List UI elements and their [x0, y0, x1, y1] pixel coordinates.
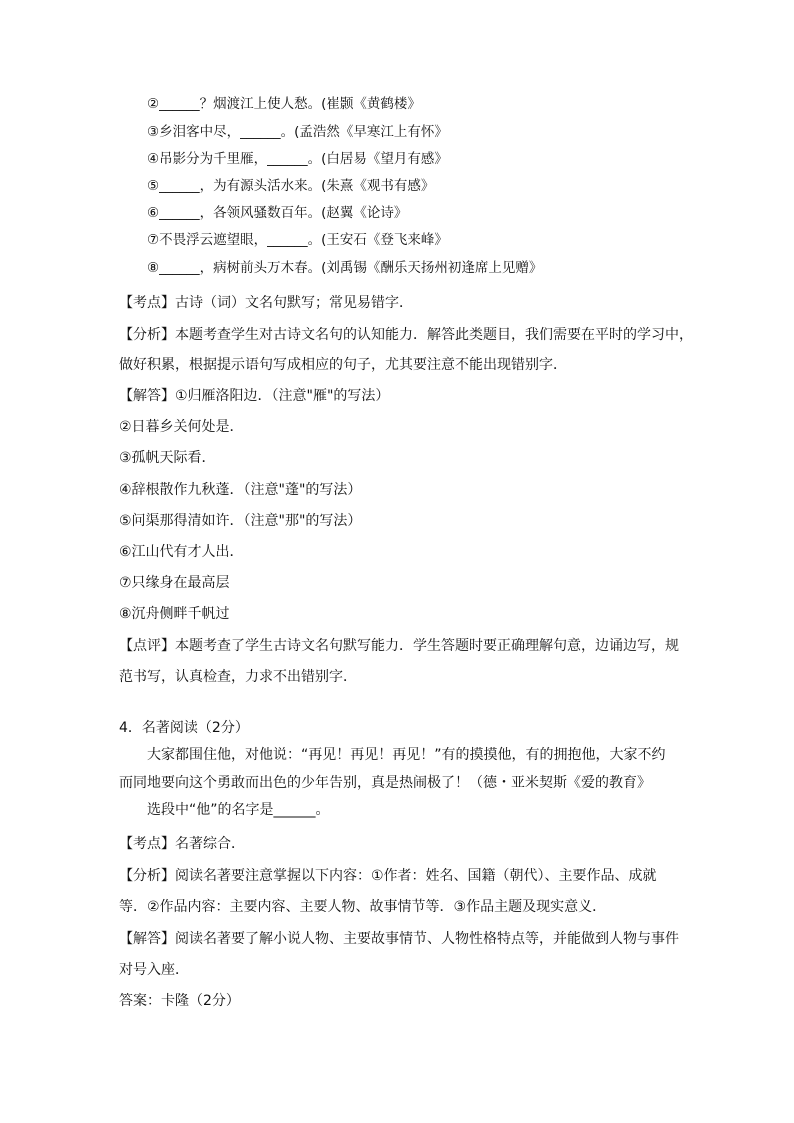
poem-item-7: ⑦不畏浮云遮望眼，______。(王安石《登飞来峰》: [147, 232, 448, 248]
q4-jieda-line-1: [119, 929, 679, 949]
q4-jieda-tag: 【解答】: [119, 931, 175, 947]
answer-4: ④辞根散作九秋蓬．（注意"蓬"的写法）: [119, 482, 362, 498]
poem-item-2: ②______？烟渡江上使人愁。(崔颢《黄鹤楼》: [147, 96, 421, 112]
fenxi-text: 本题考查学生对古诗文名句的认知能力．解答此类题目，我们需要在平时的学习中，: [175, 327, 693, 343]
answer-3: ③孤帆天际看．: [119, 450, 216, 466]
poem-item-3: ③乡泪客中尽，______。(孟浩然《早寒江上有怀》: [147, 124, 448, 140]
dianping-text: 本题考查了学生古诗文名句默写能力．学生答题时要正确理解句意，边诵边写，规: [175, 638, 679, 654]
q3-fenxi-line-2: 做好积累，根据提示语句写成相应的句子，尤其要注意不能出现错别字．: [119, 357, 567, 373]
q4-kaodian: [119, 834, 245, 854]
poem-item-8: ⑧______，病树前头万木春。(刘禹锡《酬乐天扬州初逢席上见赠》: [147, 260, 543, 276]
q3-jieda-line: [119, 386, 389, 406]
answer-6: ⑥江山代有才人出．: [119, 544, 244, 560]
q4-fenxi-tag: 【分析】: [119, 868, 175, 884]
q3-dianping-line-2: 范书写，认真检查，力求不出错别字．: [119, 669, 357, 685]
q4-kaodian-text: 名著综合．: [175, 836, 245, 852]
q3-fenxi-line-1: [119, 325, 693, 345]
q4-jieda-line-2: 对号入座．: [119, 962, 189, 978]
answer-8: ⑧沉舟侧畔千帆过: [119, 606, 230, 622]
q3-dianping-line-1: [119, 636, 679, 656]
poem-item-5: ⑤______，为有源头活水来。(朱熹《观书有感》: [147, 178, 435, 194]
jieda-tag: 【解答】: [119, 388, 175, 404]
kaodian-text: 古诗（词）文名句默写；常见易错字．: [175, 295, 413, 311]
poem-item-6: ⑥______，各领风骚数百年。(赵翼《论诗》: [147, 205, 408, 221]
q4-kaodian-tag: 【考点】: [119, 836, 175, 852]
q4-fenxi-line-1: [119, 866, 657, 886]
q4-jieda-text: 阅读名著要了解小说人物、主要故事情节、人物性格特点等，并能做到人物与事件: [175, 931, 679, 947]
q3-kaodian: [119, 293, 413, 313]
q4-passage-line-1: 大家都围住他，对他说：“再见！再见！再见！”有的摸摸他，有的拥抱他，大家不约: [147, 747, 666, 763]
q4-title: 4．名著阅读（2分）: [119, 720, 249, 736]
dianping-tag: 【点评】: [119, 638, 175, 654]
q4-fenxi-line-2: 等．②作品内容：主要内容、主要人物、故事情节等．③作品主题及现实意义．: [119, 899, 607, 915]
q4-question: 选段中“他”的名字是______。: [147, 802, 330, 818]
answer-2: ②日暮乡关何处是．: [119, 419, 244, 435]
kaodian-tag: 【考点】: [119, 295, 175, 311]
q4-answer: 答案：卡隆（2分）: [119, 993, 240, 1009]
q4-passage-line-2: 而同地要向这个勇敢而出色的少年告别，真是热闹极了！（德・亚米契斯《爱的教育》: [119, 775, 651, 791]
q4-fenxi-text: 阅读名著要注意掌握以下内容：①作者：姓名、国籍（朝代）、主要作品、成就: [175, 868, 657, 884]
answer-1: ①归雁洛阳边．（注意"雁"的写法）: [175, 388, 390, 404]
answer-7: ⑦只缘身在最高层: [119, 575, 230, 591]
answer-5: ⑤问渠那得清如许．（注意"那"的写法）: [119, 513, 362, 529]
poem-item-4: ④吊影分为千里雁，______。(白居易《望月有感》: [147, 151, 448, 167]
fenxi-tag: 【分析】: [119, 327, 175, 343]
